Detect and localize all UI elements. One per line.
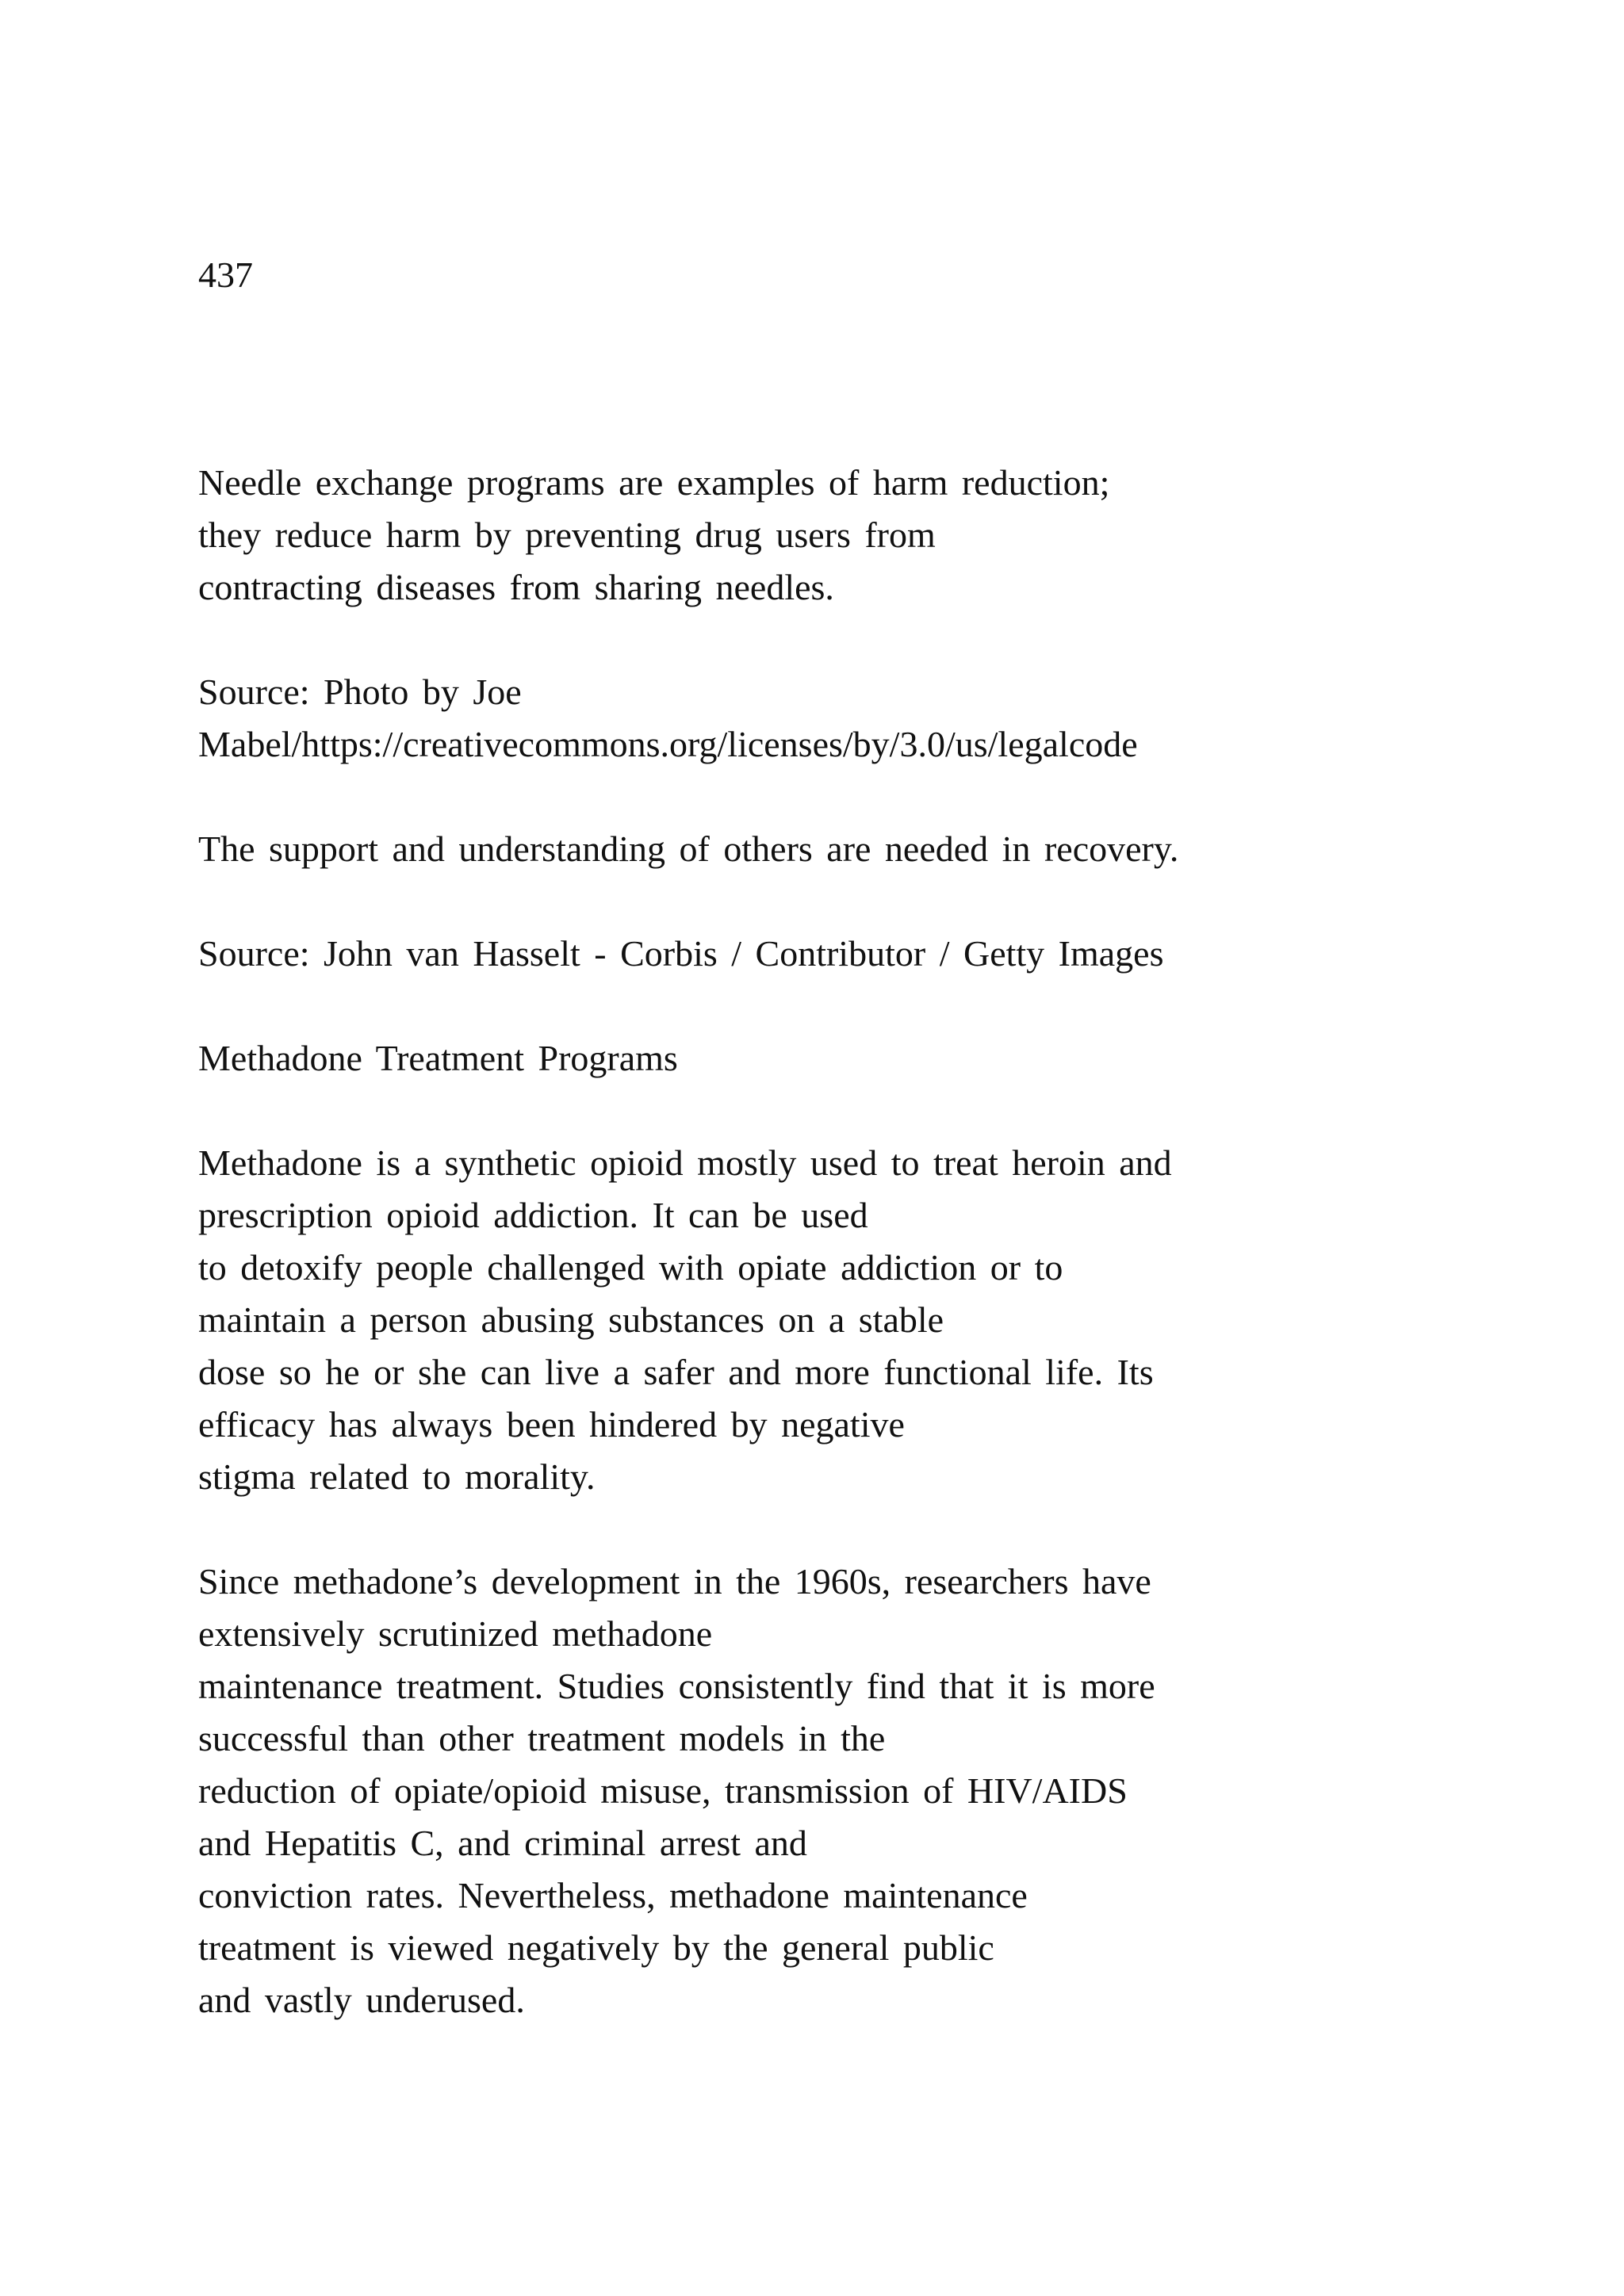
text-line: Source: Photo by Joe xyxy=(198,672,522,712)
text-line: Methadone is a synthetic opioid mostly used to treat heroin and xyxy=(198,1142,1172,1183)
text-line: and Hepatitis C, and criminal arrest and xyxy=(198,1823,807,1863)
page-number: 437 xyxy=(198,254,253,295)
text-line: and vastly underused. xyxy=(198,1980,525,2020)
text-line: Needle exchange programs are examples of harm reduction; xyxy=(198,462,1110,503)
text-line: maintenance treatment. Studies consistently find that it is more xyxy=(198,1666,1155,1706)
paragraph-photo-source-1 xyxy=(198,666,1546,771)
text-line: dose so he or she can live a safer and more functional life. Its xyxy=(198,1352,1154,1392)
text-line: reduction of opiate/opioid misuse, transmission of HIV/AIDS xyxy=(198,1770,1128,1811)
text-line: prescription opioid addiction. It can be used xyxy=(198,1195,868,1235)
text-line: The support and understanding of others are needed in recovery. xyxy=(198,828,1179,869)
paragraph-gap xyxy=(198,875,1546,928)
text-line: treatment is viewed negatively by the general public xyxy=(198,1927,994,1968)
text-line: they reduce harm by preventing drug users from xyxy=(198,515,936,555)
paragraph-methadone-research xyxy=(198,1556,1546,2026)
section-heading xyxy=(198,1032,1546,1085)
text-line: contracting diseases from sharing needles. xyxy=(198,567,834,607)
paragraph-gap xyxy=(198,771,1546,823)
text-line: maintain a person abusing substances on a stable xyxy=(198,1299,944,1340)
text-line: Since methadone’s development in the 1960s, researchers have xyxy=(198,1561,1151,1601)
text-line: extensively scrutinized methadone xyxy=(198,1613,713,1654)
paragraph-gap xyxy=(198,1085,1546,1137)
paragraph-photo-source-2 xyxy=(198,928,1546,980)
text-line: Source: John van Hasselt - Corbis / Contributor / Getty Images xyxy=(198,933,1164,974)
section-heading-text: Methadone Treatment Programs xyxy=(198,1038,678,1078)
paragraph-methadone-definition xyxy=(198,1137,1546,1503)
text-line: to detoxify people challenged with opiate addiction or to xyxy=(198,1247,1063,1288)
text-line: stigma related to morality. xyxy=(198,1456,596,1497)
document-body xyxy=(198,457,1546,2026)
paragraph-support-recovery xyxy=(198,823,1546,875)
paragraph-needle-exchange xyxy=(198,457,1546,614)
paragraph-gap xyxy=(198,1503,1546,1556)
text-line: efficacy has always been hindered by negative xyxy=(198,1404,905,1445)
paragraph-gap xyxy=(198,614,1546,666)
text-line: Mabel/https://creativecommons.org/licenses/by/3.0/us/legalcode xyxy=(198,724,1138,764)
text-line: successful than other treatment models in the xyxy=(198,1718,886,1758)
paragraph-gap xyxy=(198,980,1546,1032)
text-line: conviction rates. Nevertheless, methadone maintenance xyxy=(198,1875,1028,1915)
